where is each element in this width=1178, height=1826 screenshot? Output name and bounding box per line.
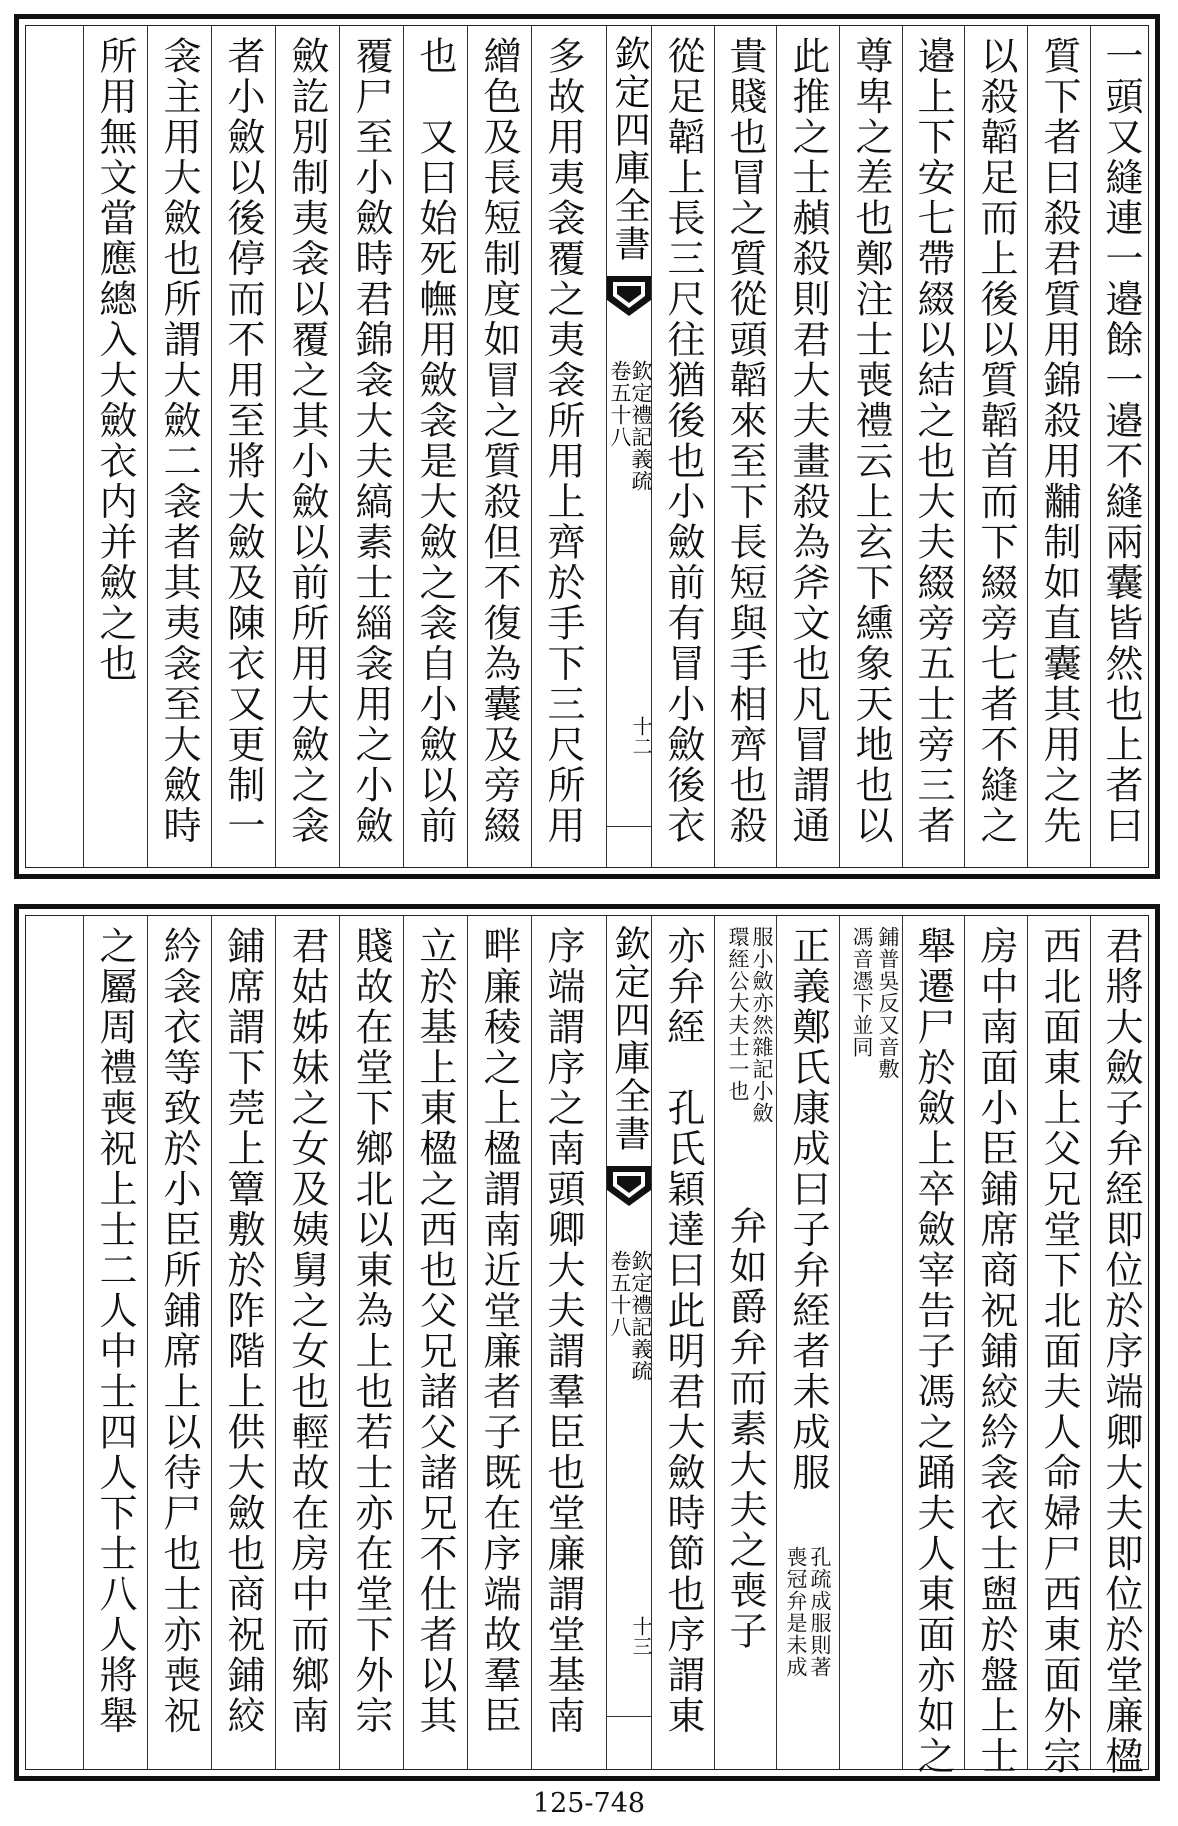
- column-divider: [964, 26, 965, 867]
- text-column: 多故用夷衾覆之夷衾所用上齊於手下三尺所用: [541, 36, 585, 846]
- annotation-column: 馮音憑下並同: [850, 926, 874, 1058]
- column-divider: [1027, 26, 1028, 867]
- column-divider: [275, 26, 276, 867]
- column-divider: [83, 26, 84, 867]
- text-column: 君姑姊妹之女及姨舅之女也輕故在房中而鄉南: [285, 926, 329, 1736]
- column-divider: [1027, 916, 1028, 1769]
- column-divider: [467, 26, 468, 867]
- volume-label: 欽定禮記義疏 卷五十八: [608, 1250, 653, 1382]
- column-divider: [714, 916, 715, 1769]
- text-column: 立於基上東楹之西也父兄諸父諸兄不仕者以其: [413, 926, 457, 1736]
- text-column: 邉上下安七帶綴以結之也大夫綴旁五士旁三者: [911, 36, 955, 846]
- text-column: 貴賤也冒之質從頭韜來至下長短與手相齊也殺: [723, 36, 767, 846]
- text-column: 者小斂以後停而不用至將大斂及陳衣又更制一: [221, 36, 265, 846]
- text-column: 一頭又縫連一邉餘一邉不縫兩囊皆然也上者曰: [1099, 36, 1143, 846]
- center-rule: [607, 826, 651, 827]
- page-number: 125-748: [532, 1788, 646, 1819]
- running-title: 欽定四庫全書: [609, 925, 650, 1153]
- annotation-column: 環絰公大夫士一也: [726, 926, 750, 1102]
- column-divider: [403, 916, 404, 1769]
- center-fold-column: [606, 916, 652, 1769]
- text-column: 從足韜上長三尺往猶後也小斂前有冒小斂後衣: [661, 36, 705, 846]
- text-column: 正義鄭氏康成曰子弁絰者未成服: [786, 926, 830, 1493]
- column-divider: [147, 916, 148, 1769]
- fishtail-mark-icon: [607, 1166, 651, 1206]
- top-panel-inner-border: [25, 25, 1149, 868]
- text-column: 君將大斂子弁絰即位於序端卿大夫即位於堂廉楹: [1099, 926, 1143, 1777]
- column-divider: [776, 916, 777, 1769]
- column-divider: [83, 916, 84, 1769]
- column-divider: [531, 916, 532, 1769]
- text-column: 舉遷尸於斂上卒斂宰告子馮之踊夫人東面亦如之: [911, 926, 955, 1777]
- text-column: 質下者曰殺君質用錦殺用黼制如直囊其用之先: [1037, 36, 1081, 846]
- text-column: 西北面東上父兄堂下北面夫人命婦尸西東面外宗: [1037, 926, 1081, 1777]
- annotation-column: 鋪普吳反又音敷: [876, 926, 900, 1080]
- text-column: 賤故在堂下鄉北以東為上也若士亦在堂下外宗: [349, 926, 393, 1736]
- text-column: 衾主用大斂也所謂大斂二衾者其夷衾至大斂時: [157, 36, 201, 846]
- column-divider: [211, 26, 212, 867]
- annotation-column: 服小斂亦然雜記小斂: [750, 926, 774, 1124]
- folio-number: 十二: [629, 716, 653, 756]
- column-divider: [839, 26, 840, 867]
- text-column: 紟衾衣等致於小臣所鋪席上以待尸也士亦喪祝: [157, 926, 201, 1736]
- column-divider: [839, 916, 840, 1769]
- column-divider: [339, 26, 340, 867]
- column-divider: [776, 26, 777, 867]
- fishtail-mark-icon: [607, 276, 651, 316]
- annotation-column: 喪冠弁是未成: [784, 1546, 808, 1678]
- column-divider: [467, 916, 468, 1769]
- text-column: 房中南面小臣鋪席商祝鋪絞紟衾衣士盥於盤上士: [974, 926, 1018, 1777]
- bottom-panel-inner-border: [25, 915, 1149, 1777]
- text-column: 覆尸至小斂時君錦衾大夫縞素士緇衾用之小斂: [349, 36, 393, 846]
- bottom-folio-panel: [14, 904, 1160, 1781]
- column-divider: [403, 26, 404, 867]
- text-column: 弁如爵弁而素大夫之喪子: [723, 1206, 767, 1652]
- column-divider: [1090, 26, 1091, 867]
- column-divider: [964, 916, 965, 1769]
- column-divider: [1090, 916, 1091, 1769]
- top-folio-panel: [14, 14, 1160, 879]
- text-column: 此推之士赬殺則君大夫畫殺為斧文也凡冒謂通: [786, 36, 830, 846]
- text-column: 亦弁絰 孔氏穎達曰此明君大斂時節也序謂東: [661, 926, 705, 1736]
- text-column: 以殺韜足而上後以質韜首而下綴旁七者不縫之: [974, 36, 1018, 846]
- column-divider: [275, 916, 276, 1769]
- column-divider: [714, 26, 715, 867]
- column-divider: [902, 916, 903, 1769]
- folio-number: 十三: [629, 1616, 653, 1656]
- text-column: 尊卑之差也鄭注士喪禮云上玄下纁象天地也以: [849, 36, 893, 846]
- text-column: 之屬周禮喪祝上士二人中士四人下士八人將舉: [93, 926, 137, 1736]
- text-column: 鋪席謂下莞上簟敷於阼階上供大斂也商祝鋪絞: [221, 926, 265, 1736]
- text-column: 序端謂序之南頭卿大夫謂羣臣也堂廉謂堂基南: [541, 926, 585, 1736]
- running-title: 欽定四庫全書: [609, 35, 650, 263]
- annotation-column: 孔疏成服則著: [808, 1546, 832, 1678]
- text-column: 也 又曰始死幠用斂衾是大斂之衾自小斂以前: [413, 36, 457, 846]
- center-rule: [607, 1716, 651, 1717]
- column-divider: [531, 26, 532, 867]
- text-column: 斂訖別制夷衾以覆之其小斂以前所用大斂之衾: [285, 36, 329, 846]
- center-fold-column: [606, 26, 652, 867]
- volume-label: 欽定禮記義疏 卷五十八: [608, 360, 653, 492]
- text-column: 畔廉稜之上楹謂南近堂廉者子既在序端故羣臣: [477, 926, 521, 1736]
- column-divider: [902, 26, 903, 867]
- text-column: 所用無文當應總入大斂衣内并斂之也: [93, 36, 137, 684]
- column-divider: [211, 916, 212, 1769]
- column-divider: [339, 916, 340, 1769]
- text-column: 繒色及長短制度如冒之質殺但不復為囊及旁綴: [477, 36, 521, 846]
- column-divider: [147, 26, 148, 867]
